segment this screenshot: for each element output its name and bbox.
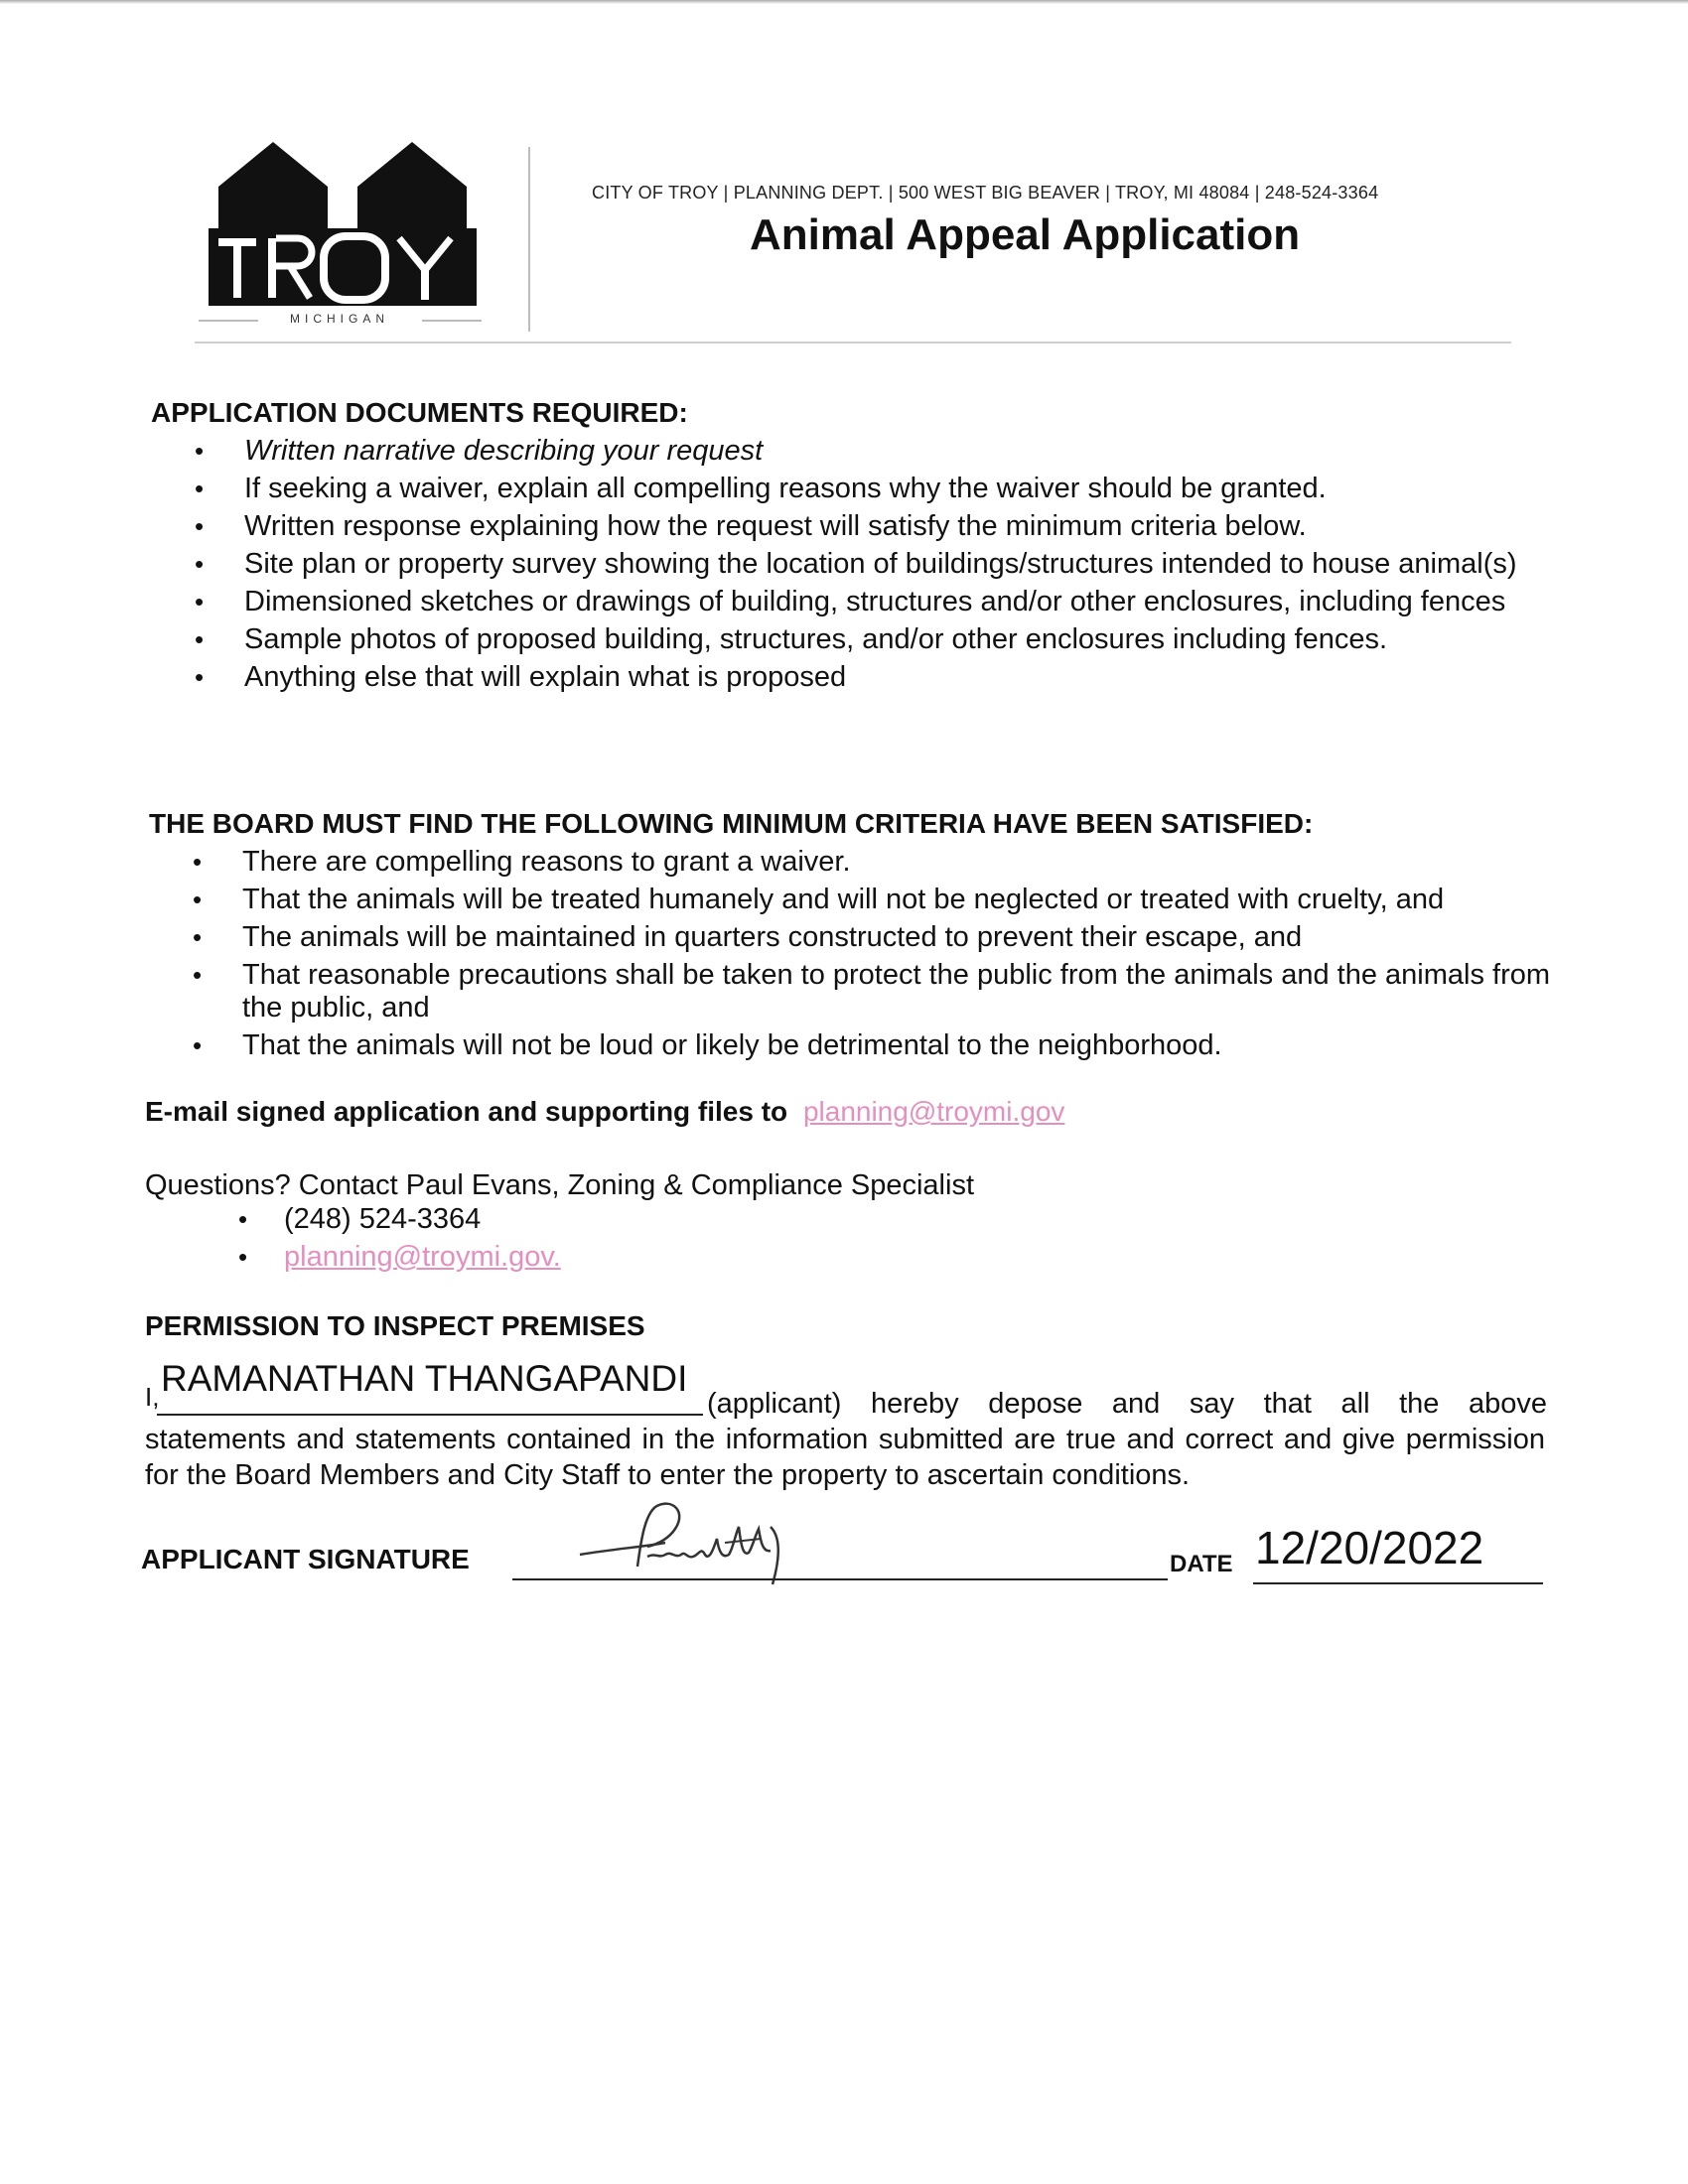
address-line: CITY OF TROY | PLANNING DEPT. | 500 WEST BIG BEAVER | TROY, MI 48084 | 248-524-3364 bbox=[592, 183, 1379, 203]
email-instruction bbox=[145, 1096, 1064, 1128]
documents-heading: APPLICATION DOCUMENTS REQUIRED: bbox=[151, 397, 688, 428]
list-item: • If seeking a waiver, explain all compelling reasons why the waiver should be granted. bbox=[195, 473, 1535, 505]
contact-email bbox=[238, 1241, 933, 1274]
list-item: • Dimensioned sketches or drawings of building, structures and/or other enclosures, including fences bbox=[195, 586, 1535, 618]
declaration-text: statements and statements contained in the information submitted are true and correct and give permission for the Board Members and City Staff to enter the property to ascertain conditions. bbox=[145, 1424, 1545, 1491]
contact-list bbox=[238, 1203, 933, 1279]
documents-list bbox=[195, 435, 1535, 699]
date-line bbox=[1253, 1582, 1543, 1584]
list-item: • Written response explaining how the request will satisfy the minimum criteria below. bbox=[195, 510, 1535, 543]
list-item: • That the animals will be treated humanely and will not be neglected or treated with cruelty, and bbox=[193, 884, 1563, 916]
declaration-suffix: (applicant) hereby depose and say that all the above bbox=[707, 1388, 1547, 1420]
list-item: • There are compelling reasons to grant a waiver. bbox=[193, 846, 1563, 879]
handwritten-signature[interactable] bbox=[576, 1497, 804, 1596]
criteria-heading: THE BOARD MUST FIND THE FOLLOWING MINIMUM CRITERIA HAVE BEEN SATISFIED: bbox=[149, 808, 1314, 839]
date-label: DATE bbox=[1170, 1551, 1233, 1577]
list-item: • That reasonable precautions shall be taken to protect the public from the animals and the animals from the public, and bbox=[193, 959, 1563, 1024]
date-field[interactable]: 12/20/2022 bbox=[1255, 1522, 1484, 1573]
applicant-name-field[interactable]: RAMANATHAN THANGAPANDI bbox=[161, 1358, 688, 1399]
questions-contact: Questions? Contact Paul Evans, Zoning & Compliance Specialist bbox=[145, 1169, 974, 1201]
list-item: • Sample photos of proposed building, structures, and/or other enclosures including fences. bbox=[195, 623, 1535, 656]
applicant-name-underline bbox=[157, 1414, 703, 1416]
list-item: • Written narrative describing your request bbox=[195, 435, 1535, 468]
header-horizontal-divider bbox=[195, 341, 1511, 343]
declaration-prefix: I, bbox=[145, 1382, 160, 1412]
contact-phone: • (248) 524-3364 bbox=[238, 1203, 933, 1236]
email-label: E-mail signed application and supporting files to bbox=[145, 1096, 788, 1127]
signature-label: APPLICANT SIGNATURE bbox=[141, 1544, 470, 1574]
signature-line bbox=[512, 1578, 1168, 1580]
list-item: • Anything else that will explain what is proposed bbox=[195, 661, 1535, 694]
permission-heading: PERMISSION TO INSPECT PREMISES bbox=[145, 1310, 645, 1341]
troy-logo bbox=[199, 137, 487, 336]
list-item: • Site plan or property survey showing the location of buildings/structures intended to house animal(s) bbox=[195, 548, 1535, 581]
email-link[interactable]: planning@troymi.gov bbox=[802, 1096, 1065, 1127]
document-title: Animal Appeal Application bbox=[750, 210, 1301, 259]
scan-edge bbox=[0, 0, 1688, 4]
contact-email-link[interactable]: planning@troymi.gov. bbox=[284, 1241, 561, 1273]
header-vertical-divider bbox=[528, 147, 530, 332]
list-item: • The animals will be maintained in quarters constructed to prevent their escape, and bbox=[193, 921, 1563, 954]
logo-subtext: MICHIGAN bbox=[290, 312, 389, 326]
criteria-list bbox=[193, 846, 1563, 1067]
list-item: • That the animals will not be loud or likely be detrimental to the neighborhood. bbox=[193, 1029, 1563, 1062]
